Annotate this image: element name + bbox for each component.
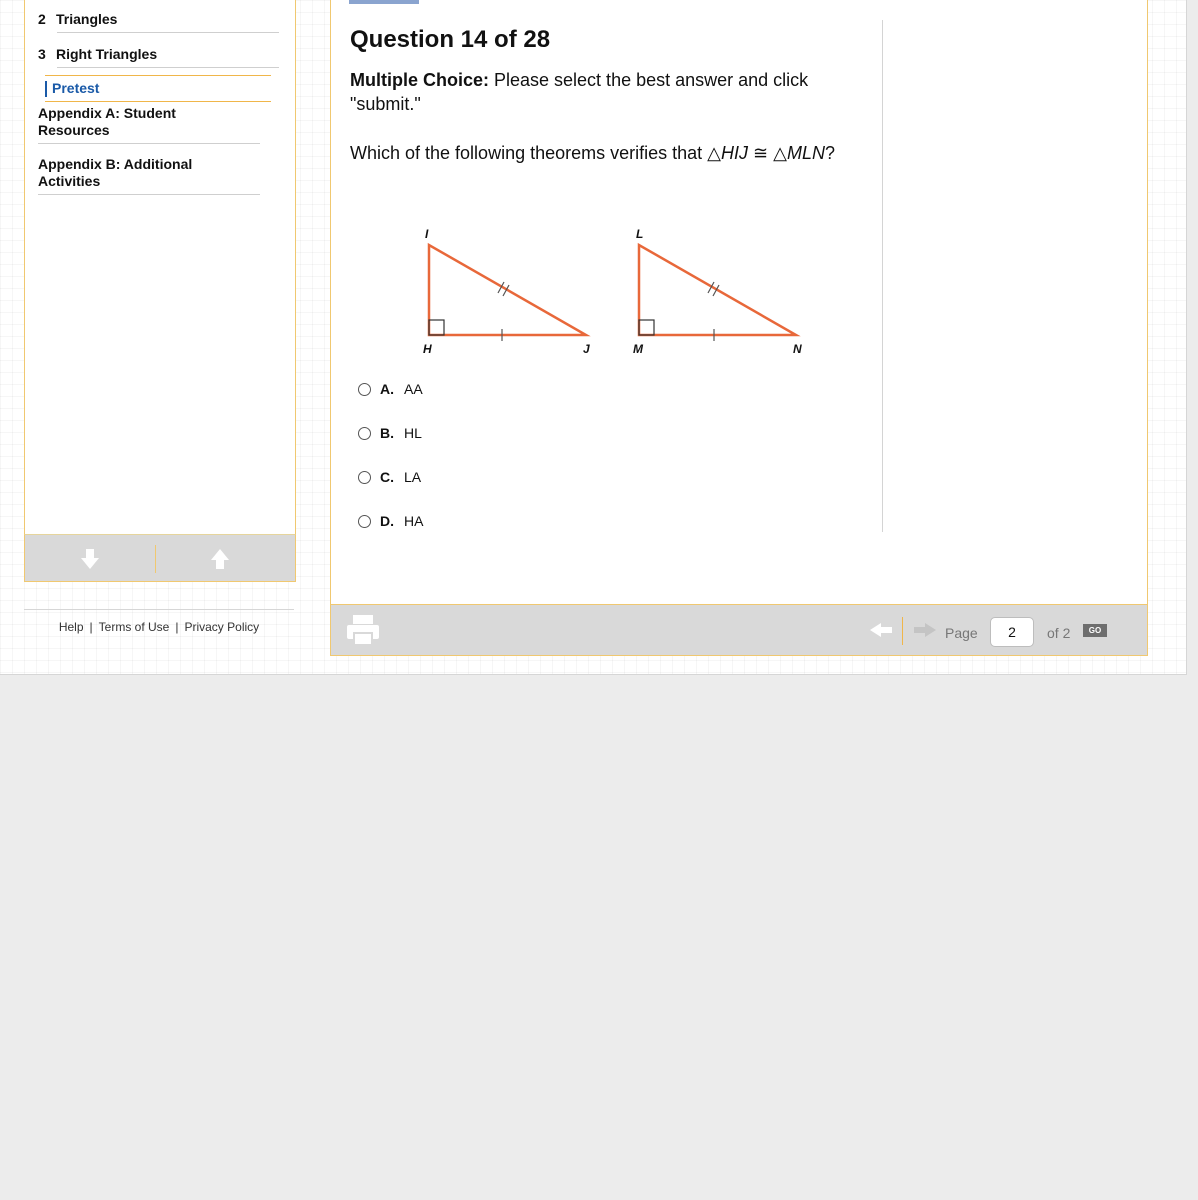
triangle-hij [429,245,586,335]
right-angle-marker [639,320,654,335]
help-link[interactable]: Help [58,620,84,634]
option-text: LA [404,469,422,485]
separator: | [89,620,93,634]
option-a[interactable] [358,378,423,400]
option-c[interactable] [358,466,421,488]
divider [882,20,883,532]
sidebar-item-number: 2 [38,11,46,27]
option-text: AA [404,381,423,397]
vertex-label-m: M [633,342,643,356]
sidebar-item-label: Resources [38,122,110,138]
arrow-up-icon[interactable] [209,547,231,571]
prompt-text: ≅ △ [748,143,787,163]
go-button[interactable]: GO [1083,624,1107,637]
instructions-label: Multiple Choice: [350,70,489,90]
divider [38,143,260,144]
instructions [350,68,870,116]
option-b[interactable] [358,422,422,444]
vertex-label-h: H [423,342,432,356]
sidebar-item-triangles[interactable] [38,11,117,27]
sidebar-item-label: Appendix B: Additional [38,156,193,172]
triangle-mln [639,245,796,335]
prompt-text: ? [824,143,835,163]
option-letter: D. [380,513,394,529]
radio-button[interactable] [358,427,371,440]
sidebar-item-label: Appendix A: Student [38,105,176,121]
tab-indicator [349,0,419,4]
sidebar [24,0,296,535]
option-letter: C. [380,469,394,485]
page-label: Page [945,625,978,641]
triangle-name: MLN [786,143,825,163]
triangle-name: HIJ [721,143,749,163]
vertex-label-j: J [583,342,590,356]
sidebar-item-appendix-b[interactable] [38,156,192,190]
privacy-policy-link[interactable]: Privacy Policy [184,620,260,634]
vertex-label-n: N [793,342,802,356]
divider [902,617,903,645]
divider [57,32,279,33]
instructions-text: Please select the best answer and click "submit." [350,70,809,114]
terms-of-use-link[interactable]: Terms of Use [98,620,170,634]
question-panel [330,0,1148,605]
right-angle-marker [429,320,444,335]
sidebar-item-number: 3 [38,46,46,62]
separator: | [175,620,179,634]
option-text: HA [404,513,424,529]
page-number-input[interactable] [990,617,1034,647]
vertex-label-l: L [636,227,644,241]
prompt-text: Which of the following theorems verifies that △ [350,143,722,163]
footer-links [24,609,294,634]
radio-button[interactable] [358,471,371,484]
page-total: of 2 [1047,625,1071,641]
question-prompt [350,141,850,165]
option-letter: B. [380,425,394,441]
sidebar-item-label: Pretest [52,80,100,96]
option-letter: A. [380,381,394,397]
sidebar-item-pretest[interactable] [45,75,271,102]
divider [57,67,279,68]
arrow-left-icon[interactable] [869,622,893,638]
option-text: HL [404,425,422,441]
triangles-figure [411,220,821,362]
arrow-down-icon[interactable] [79,547,101,571]
sidebar-item-appendix-a[interactable] [38,105,176,139]
sidebar-item-label: Triangles [56,11,118,27]
bottom-toolbar [330,604,1148,656]
divider [155,545,156,573]
sidebar-item-label: Right Triangles [56,46,158,62]
printer-icon[interactable] [345,613,381,647]
option-d[interactable] [358,510,423,532]
arrow-right-icon[interactable] [913,622,937,638]
radio-button[interactable] [358,383,371,396]
sidebar-item-right-triangles[interactable] [38,46,157,62]
sidebar-item-label: Activities [38,173,101,189]
vertex-label-i: I [425,227,429,241]
radio-button[interactable] [358,515,371,528]
active-indicator [45,81,47,97]
divider [38,194,260,195]
question-title: Question 14 of 28 [350,26,551,53]
sidebar-footer [24,534,296,582]
